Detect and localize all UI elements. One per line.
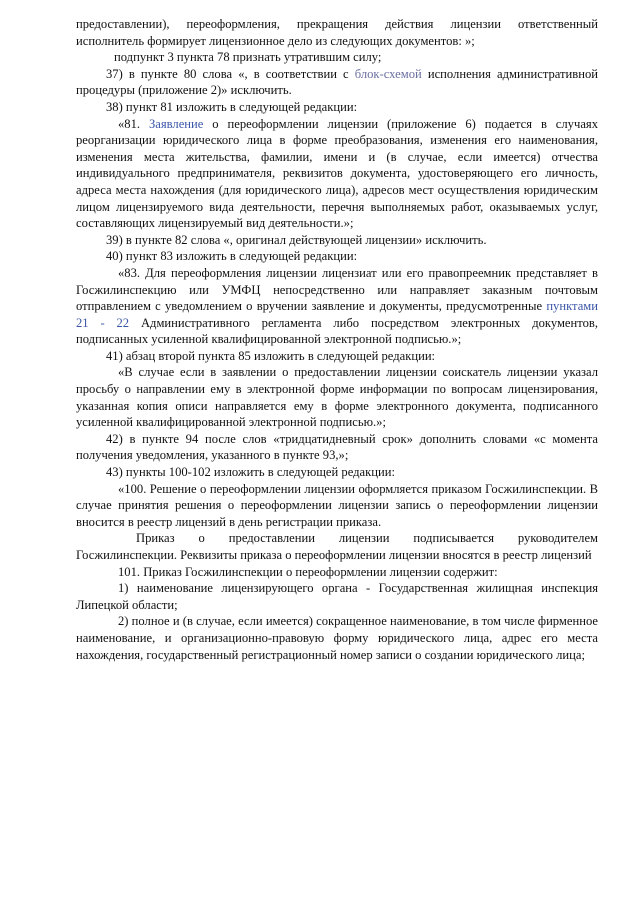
paragraph-item-39: 39) в пункте 82 слова «, оригинал действующей лицензии» исключить. — [106, 232, 487, 247]
paragraph-clause-101-1: 1) наименование лицензирующего органа - Государственная жилищная инспекция Липецкой области; — [76, 581, 598, 612]
paragraph-item-41: 41) абзац второй пункта 85 изложить в следующей редакции: — [106, 348, 436, 363]
paragraph-item-38: 38) пункт 81 изложить в следующей редакции: — [106, 99, 358, 114]
paragraph-item-40: 40) пункт 83 изложить в следующей редакции: — [106, 249, 358, 264]
link-block-scheme[interactable]: блок-схемой — [354, 66, 422, 81]
paragraph-order-signing: Приказ о предоставлении лицензии подписывается руководителем Госжилинспекции. Реквизиты приказа о переоформлении лицензии вносятся в реестр лицензий — [76, 531, 598, 562]
paragraph-clause-81: «81. Заявление о переоформлении лицензии (приложение 6) подается в случаях реорганизации юридического лица в форме преобразования, изменения его наименования, изменения места жительства, фамилии, имени и (в случае, если имеется) отчества индивидуального предпринимателя, реквизитов документа, удостоверяющего его личность, адреса места нахождения (для юридического лица), адресов мест осуществления юридическим лицом лицензируемого вида деятельности, перечня выполняемых работ, оказываемых услуг, составляющих лицензируемый вид деятельности.»; — [76, 116, 598, 231]
paragraph-item-42: 42) в пункте 94 после слов «тридцатидневный срок» дополнить словами «с момента получения уведомления, указанного в пункте 93,»; — [76, 431, 598, 463]
paragraph-clause-101: 101. Приказ Госжилинспекции о переоформлении лицензии содержит: — [118, 564, 498, 579]
paragraph-item-43: 43) пункты 100-102 изложить в следующей редакции: — [106, 465, 395, 480]
paragraph-clause-83: «83. Для переоформления лицензии лицензиат или его правопреемник представляет в Госжилинспекцию или УМФЦ непосредственно или направляет заказным почтовым отправлением с уведомлением о вручении заявление и документы, предусмотренные пунктами 21 - 22 Административного регламента либо посредством электронных документов, подписанных усиленной квалифицированной электронной подписью.»; — [76, 265, 598, 347]
paragraph-clause-100: «100. Решение о переоформлении лицензии оформляется приказом Госжилинспекции. В случае принятия решения о переоформлении лицензии запись о переоформлении лицензии вносится в реестр лицензий в день регистрации приказа. — [76, 481, 598, 529]
paragraph-subitem-3-repealed: подпункт 3 пункта 78 признать утратившим силу; — [114, 50, 382, 65]
paragraph-item-37: 37) в пункте 80 слова «, в соответствии с блок-схемой исполнения административной процедуры (приложение 2)» исключить. — [76, 66, 598, 98]
paragraph-clause-101-2: 2) полное и (в случае, если имеется) сокращенное наименование, в том числе фирменное наименование, и организационно-правовую форму юридического лица, адрес его места нахождения, государственный регистрационный номер записи о создании юридического лица; — [76, 614, 598, 662]
link-items-21-22[interactable]: пунктами 21 - 22 — [76, 299, 598, 330]
paragraph-continuation: предоставлении), переоформления, прекращения действия лицензии ответственный исполнитель формирует лицензионное дело из следующих документов: »; — [76, 17, 598, 48]
link-application[interactable]: Заявление — [148, 116, 204, 131]
paragraph-clause-85: «В случае если в заявлении о предоставлении лицензии соискатель лицензии указал просьбу о направлении ему в электронной форме информации по вопросам лицензирования, указанная копия описи направляется ему в форме электронного документа, подписанного усиленной квалифицированной электронной подписью.»; — [76, 365, 598, 430]
